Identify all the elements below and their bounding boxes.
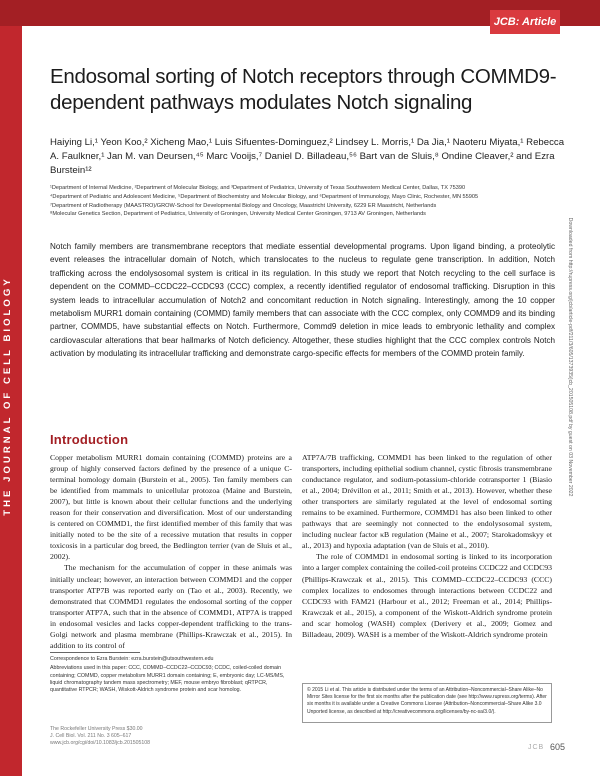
- abstract: Notch family members are transmembrane receptors that mediate essential developmental programs. Upon ligand binding, a proteolytic event releases the intracellular domain of Notch, which translocates to the nucleus to regulate gene transcription. In addition, Notch trafficking across the endolysosomal system is critical in its regulation. In this study we report that Notch recycling to the cell surface is dependent on the COMMD–CCDC22–CCDC93 (CCC) complex, a recently identified regulator of endosomal trafficking. Disruption in this system leads to intracellular accumulation of Notch2 and concomitant reduction in Notch signaling. Interestingly, among the 10 copper metabolism MURR1 domain containing (COMMD) family members that can associate with the CCC complex, only COMMD9 and its binding partner, COMMD5, have substantial effects on Notch. Furthermore, Commd9 deletion in mice leads to embryonic lethality and complex cardiovascular alterations that bear hallmarks of Notch deficiency. Altogether, these studies highlight that the CCC complex controls Notch activation by modulating its intracellular trafficking and demonstrate cargo-specific effects for members of the COMMD protein family.: [50, 242, 555, 359]
- abbreviations-note: Abbreviations used in this paper: CCC, COMMD–CCDC22–CCDC93; CCDC, coiled-coiled domain containing; COMMD, copper metabolism MURR1 domain containing; E, embryonic day; LC-MS/MS, liquid chromatography tandem mass spectrometry; MEF, mouse embryo fibroblast; qRTPCR, quantitative RTPCR; WASH, Wiskott-Aldrich syndrome protein and scar homolog.: [50, 665, 285, 694]
- publisher-info: [50, 726, 292, 747]
- affiliations: [50, 184, 570, 219]
- article-title: Endosomal sorting of Notch receptors through COMMD9-dependent pathways modulates Notch signaling: [50, 65, 557, 114]
- publisher-line: www.jcb.org/cgi/doi/10.1083/jcb.201505108: [50, 740, 151, 746]
- paragraph: ATP7A/7B trafficking, COMMD1 has been linked to the regulation of other transporters, including epithelial sodium channel, cystic fibrosis transmembrane conductance regulator, and sodium-potassium-chloride cotransporter 1 (Biasio et al., 2004; Drévillon et al., 2011; Smith et al., 2013). However, whether these other transporters are similarly regulated at the level of endosomal sorting remains to be examined. Furthermore, COMMD1 has also been linked to other pathways that are seemingly not connected to the endolysosomal system, including nuclear factor κB regulation (Maine et al., 2007; Starokadomskyy et al., 2013) and hypoxia adaptation (van de Sluis et al., 2010).: [302, 453, 552, 551]
- correspondence-note: Correspondence to Ezra Burstein: ezra.burstein@utsouthwestern.edu: [50, 656, 214, 662]
- footnotes: [50, 656, 292, 696]
- article-type-badge: JCB: Article: [490, 10, 560, 34]
- footnote-divider: [50, 652, 140, 653]
- publisher-line: The Rockefeller University Press $30.00: [50, 726, 143, 732]
- section-heading-introduction: Introduction: [50, 432, 129, 447]
- download-watermark: Downloaded from http://rupress.org/jcb/article-pdf/211/3/605/1373935/jcb_201505108.pdf by guest on 03 November 2022: [567, 217, 573, 497]
- journal-name-vertical: THE JOURNAL OF CELL BIOLOGY: [2, 276, 13, 516]
- paragraph: Copper metabolism MURR1 domain containing (COMMD) proteins are a group of highly conserved factors defined by the presence of a unique C-terminal homology domain (Burstein et al., 2005). Ten family members can be identified from mammals to unicellular protozoa (Maine and Burstein, 2007), but little is known about their cellular functions and the underlying reason for their conservation and diversification. Most of our understanding is centered on COMMD1, the first identified member of this family that was initially noted to be the site of a recessive mutation that results in copper toxicosis in a particular dog breed, the Bedlington terrier (van de Sluis et al., 2002).: [50, 453, 292, 562]
- affiliation-line: ⁷Department of Radiotherapy (MAASTRO)/GROW-School for Developmental Biology and Oncology, Maastricht University, 6229 ER Maastricht, Netherlands: [50, 202, 437, 209]
- body-column-right: [302, 452, 552, 640]
- affiliation-line: ⁴Department of Pediatric and Adolescent Medicine, ⁵Department of Biochemistry and Molecular Biology, and ⁶Department of Immunology, Mayo Clinic, Rochester, MN 55905: [50, 193, 479, 200]
- footer-journal: JCB: [528, 744, 545, 751]
- page-number: 605: [550, 742, 566, 752]
- license-box: © 2015 Li et al. This article is distributed under the terms of an Attribution–Noncommercial–Share Alike–No Mirror Sites license for the first six months after the publication date (see http://www.rupress.org/terms). After six months it is available under a Creative Commons License (Attribution–Noncommercial–Share Alike 3.0 Unported license, as described at http://creativecommons.org/licenses/by-nc-sa/3.0/).: [302, 683, 552, 723]
- author-list: Haiying Li,¹ Yeon Koo,² Xicheng Mao,¹ Luis Sifuentes-Dominguez,² Lindsey L. Morris,¹ Da Jia,¹ Naoteru Miyata,¹ Rebecca A. Faulkner,¹ Jan M. van Deursen,⁴⁵ Marc Vooijs,⁷ Daniel D. Billadeau,⁵⁶ Bart van de Sluis,⁸ Ondine Cleaver,² and Ezra Burstein¹²: [50, 137, 565, 176]
- paragraph: The mechanism for the accumulation of copper in these animals was initially unclear; however, an interaction between COMMD1 and the copper transporter ATP7B was reported early on (Tao et al., 2003). Recently, we demonstrated that COMMD1 regulates the endosomal sorting of the copper transporter ATP7A, such that in the absence of COMMD1, ATP7A is trapped in endosomal vesicles and lacks copper-dependent trafficking to the trans-Golgi network and plasma membrane (Phillips-Krawczak et al., 2015). In addition to its control of: [50, 563, 292, 650]
- paragraph: The role of COMMD1 in endosomal sorting is linked to its incorporation into a larger complex containing the coiled-coil proteins CCDC22 and CCDC93 (Phillips-Krawczak et al., 2015). This COMMD–CCDC22–CCDC93 (CCC) complex localizes to endosomes through interactions between CCDC22 and CCDC93 with FAM21 (Harbour et al., 2012; Freeman et al., 2014; Phillips-Krawczak et al., 2015), a component of the Wiskott-Aldrich syndrome protein and scar homolog (WASH) complex (Derivery et al., 2009; Gomez and Billadeau, 2009). WASH is a member of the Wiskott-Aldrich syndrome protein: [302, 552, 552, 639]
- body-column-left: [50, 452, 292, 651]
- affiliation-line: ¹Department of Internal Medicine, ²Department of Molecular Biology, and ³Department of Pediatrics, University of Texas Southwestern Medical Center, Dallas, TX 75390: [50, 185, 466, 191]
- affiliation-line: ⁸Molecular Genetics Section, Department of Pediatrics, University of Groningen, University Medical Center Groningen, 9713 AV Groningen, Netherlands: [50, 211, 426, 218]
- publisher-line: J. Cell Biol. Vol. 211 No. 3 605–617: [50, 733, 132, 739]
